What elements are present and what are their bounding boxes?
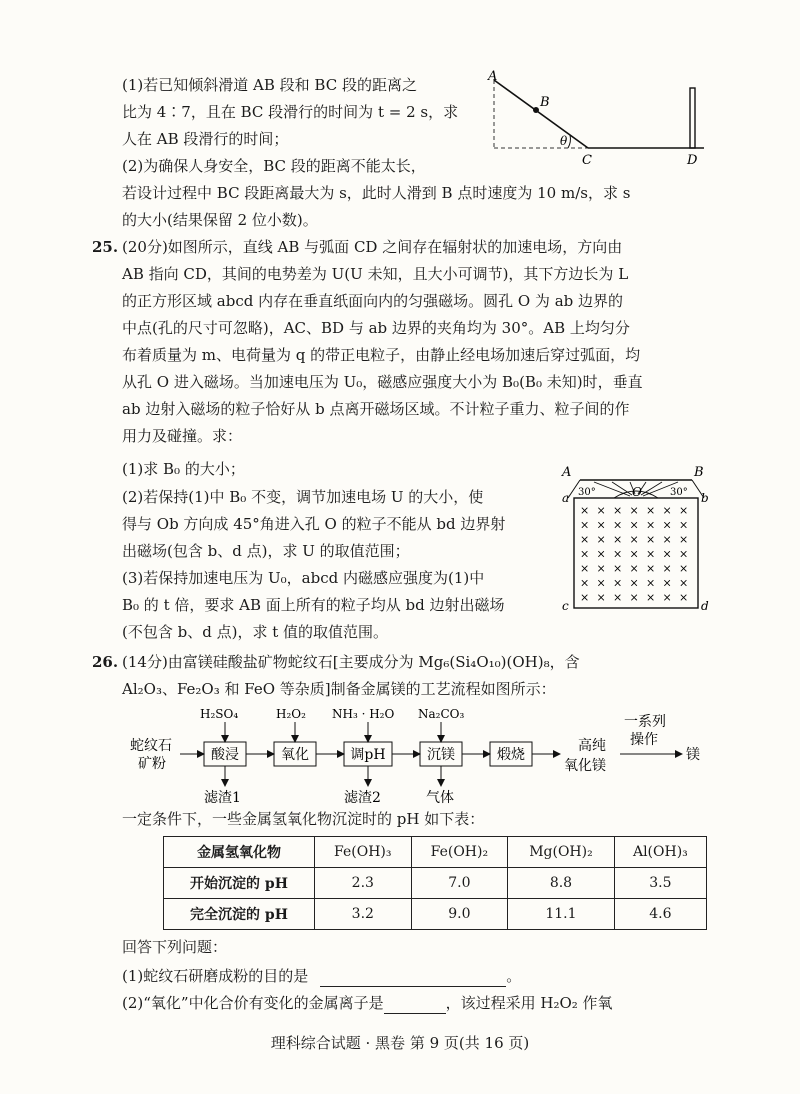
q26-line-1: (14分)由富镁硅酸盐矿物蛇纹石[主要成分为 Mg₆(Si₄O₁₀)(OH)₈，含: [122, 653, 580, 671]
table-cell: 8.8: [508, 868, 615, 899]
answer-blank-2[interactable]: [384, 991, 446, 1014]
q26-number: 26.: [92, 653, 119, 671]
table-cell: 3.5: [614, 868, 706, 899]
table-header-cell: Fe(OH)₃: [315, 837, 412, 868]
point-b: [533, 107, 539, 113]
flow-product-2: 氧化镁: [564, 758, 606, 774]
flow-reagent-4: Na₂CO₃: [418, 707, 465, 721]
flow-step-5-label: 煅烧: [497, 747, 525, 763]
label-c-corner: c: [562, 599, 569, 613]
field-cross-mark: ×: [646, 576, 656, 590]
label-d: D: [687, 153, 698, 168]
field-cross-mark: ×: [662, 562, 672, 575]
flow-reagent-3: NH₃ · H₂O: [332, 707, 395, 721]
label-A: A: [562, 466, 572, 480]
q24-line-6: 的大小(结果保留 2 位小数)。: [122, 211, 318, 229]
flow-start-2: 矿粉: [138, 756, 166, 772]
field-cross-mark: ×: [629, 547, 639, 561]
slope-line: [494, 80, 588, 148]
ph-table: [163, 836, 707, 930]
q25-line-2: AB 指向 CD，其间的电势差为 U(U 未知，且大小可调节)，其下方边长为 L: [122, 265, 629, 283]
flow-out-3: 滤渣2: [344, 790, 381, 806]
q25-part-2-line-2: 得与 Ob 方向成 45°角进入孔 O 的粒子不能从 bd 边界射: [122, 515, 506, 533]
label-angle-left: 30°: [578, 487, 596, 498]
q25-number: 25.: [92, 238, 119, 256]
table-header-cell: 金属氢氧化物: [164, 837, 315, 868]
field-cross-mark: ×: [679, 562, 689, 575]
field-cross-mark: ×: [646, 562, 656, 575]
label-angle-right: 30°: [670, 487, 688, 498]
flow-step-1-label: 酸浸: [211, 747, 239, 763]
flow-reagent-2: H₂O₂: [276, 707, 306, 721]
field-cross-mark: ×: [596, 576, 606, 590]
field-cross-mark: ×: [646, 504, 656, 517]
q25-part-2-line-1: (2)若保持(1)中 B₀ 不变，调节加速电场 U 的大小，使: [122, 488, 484, 506]
table-row-label: 开始沉淀的 pH: [164, 868, 315, 899]
field-cross-mark: ×: [596, 504, 606, 517]
table-header-cell: Al(OH)₃: [614, 837, 706, 868]
label-a-corner: a: [562, 491, 570, 505]
q26-part-1-end: 。: [506, 967, 522, 985]
field-cross-mark: ×: [596, 533, 606, 546]
table-row-label: 完全沉淀的 pH: [164, 899, 315, 930]
label-c: C: [582, 153, 592, 168]
field-cross-mark: ×: [613, 576, 623, 590]
process-flow-diagram: [116, 706, 706, 806]
field-cross-mark: ×: [646, 518, 656, 532]
label-B: B: [694, 466, 704, 480]
field-cross-mark: ×: [662, 576, 672, 590]
q25-line-5: 布着质量为 m、电荷量为 q 的带正电粒子，由静止经电场加速后穿过弧面，均: [122, 346, 641, 364]
q26-part-2-tail: ，该过程采用 H₂O₂ 作氧: [445, 994, 613, 1012]
flow-out-1: 滤渣1: [204, 790, 241, 806]
table-header-cell: Mg(OH)₂: [508, 837, 615, 868]
field-cross-mark: ×: [613, 562, 623, 575]
field-cross-mark: ×: [646, 591, 656, 604]
flow-start-1: 蛇纹石: [130, 738, 172, 754]
q25-line-3: 的正方形区域 abcd 内存在垂直纸面向内的匀强磁场。圆孔 O 为 ab 边界的: [122, 292, 624, 310]
field-cross-mark: ×: [629, 518, 639, 532]
field-cross-mark: ×: [596, 562, 606, 575]
field-cross-mark: ×: [613, 547, 623, 561]
table-header-row: [164, 837, 707, 868]
table-row: [164, 899, 707, 930]
table-cell: 4.6: [614, 899, 706, 930]
field-cross-mark: ×: [580, 547, 590, 561]
flow-step-2-label: 氧化: [281, 747, 309, 763]
field-cross-mark: ×: [629, 576, 639, 590]
q26-part-2: [122, 991, 613, 1014]
field-cross-mark: ×: [580, 576, 590, 590]
field-cross-mark: ×: [596, 547, 606, 561]
field-cross-mark: ×: [679, 576, 689, 590]
answer-intro: 回答下列问题：: [122, 938, 228, 956]
q25-line-7: ab 边射入磁场的粒子恰好从 b 点离开磁场区域。不计粒子重力、粒子间的作: [122, 400, 630, 418]
flow-product-1: 高纯: [578, 738, 606, 754]
field-cross-mark: ×: [629, 591, 639, 604]
slide-figure: [486, 68, 716, 168]
flow-out-4: 气体: [426, 790, 454, 806]
q25-line-4: 中点(孔的尺寸可忽略)，AC、BD 与 ab 边界的夹角均为 30°。AB 上均匀分: [122, 319, 630, 337]
field-cross-mark: ×: [646, 533, 656, 546]
label-b-corner: b: [701, 491, 709, 505]
q25-line-8: 用力及碰撞。求：: [122, 427, 243, 445]
q24-line-3: 人在 AB 段滑行的时间；: [122, 130, 289, 148]
table-header-cell: Fe(OH)₂: [411, 837, 508, 868]
field-cross-mark: ×: [662, 591, 672, 604]
q24-line-4: (2)为确保人身安全，BC 段的距离不能太长，: [122, 157, 426, 175]
field-cross-mark: ×: [613, 533, 623, 546]
table-cell: 9.0: [411, 899, 508, 930]
flow-op-2: 操作: [630, 732, 658, 748]
label-b: B: [540, 95, 550, 110]
q25-part-3-line-3: (不包含 b、d 点)，求 t 值的取值范围。: [122, 623, 389, 641]
label-a: A: [488, 69, 498, 84]
q25-part-1: (1)求 B₀ 的大小；: [122, 460, 245, 478]
field-cross-mark: ×: [629, 533, 639, 546]
field-cross-mark: ×: [679, 591, 689, 604]
field-cross-mark: ×: [662, 504, 672, 517]
field-cross-mark: ×: [596, 591, 606, 604]
field-cross-mark: ×: [613, 504, 623, 517]
table-cell: 11.1: [508, 899, 615, 930]
field-cross-mark: ×: [646, 547, 656, 561]
table-intro: 一定条件下，一些金属氢氧化物沉淀时的 pH 如下表：: [122, 810, 485, 828]
field-cross-mark: ×: [679, 504, 689, 517]
q24-line-1: (1)若已知倾斜滑道 AB 段和 BC 段的距离之: [122, 76, 417, 94]
field-cross-mark: ×: [679, 547, 689, 561]
field-cross-mark: ×: [613, 591, 623, 604]
flow-step-3-label: 调pH: [350, 747, 386, 763]
field-cross-mark: ×: [662, 547, 672, 561]
label-d-corner: d: [701, 599, 709, 613]
q24-line-5: 若设计过程中 BC 段距离最大为 s，此时人滑到 B 点时速度为 10 m/s，求 s: [122, 184, 631, 202]
field-cross-mark: ×: [580, 518, 590, 532]
table-cell: 2.3: [315, 868, 412, 899]
field-cross-mark: ×: [662, 518, 672, 532]
flow-step-4-label: 沉镁: [427, 747, 455, 763]
field-cross-mark: ×: [580, 504, 590, 517]
answer-blank-1[interactable]: [320, 964, 506, 987]
flow-reagent-1: H₂SO₄: [200, 707, 239, 721]
field-cross-mark: ×: [580, 591, 590, 604]
q24-line-2: 比为 4∶7，且在 BC 段滑行的时间为 t = 2 s，求: [122, 103, 459, 121]
field-cross-mark: ×: [629, 562, 639, 575]
q25-part-3-line-2: B₀ 的 t 倍，要求 AB 面上所有的粒子均从 bd 边射出磁场: [122, 596, 505, 614]
q25-line-6: 从孔 O 进入磁场。当加速电压为 U₀，磁感应强度大小为 B₀(B₀ 未知)时，垂直: [122, 373, 643, 391]
field-crosses: [580, 504, 688, 604]
field-cross-mark: ×: [679, 518, 689, 532]
q25-part-3-line-1: (3)若保持加速电压为 U₀，abcd 内磁感应强度为(1)中: [122, 569, 485, 587]
label-theta: θ: [560, 134, 568, 148]
q26-part-2-text: (2)“氧化”中化合价有变化的金属离子是: [122, 994, 384, 1012]
q25-part-2-line-3: 出磁场(包含 b、d 点)，求 U 的取值范围；: [122, 542, 410, 560]
flow-final: 镁: [686, 747, 700, 763]
q25-line-1: (20分)如图所示，直线 AB 与弧面 CD 之间存在辐射状的加速电场，方向由: [122, 238, 623, 256]
q26-part-1: [122, 964, 521, 987]
table-cell: 3.2: [315, 899, 412, 930]
wall: [690, 88, 695, 148]
field-cross-mark: ×: [662, 533, 672, 546]
label-hole-o: O: [632, 485, 642, 499]
q26-part-1-text: (1)蛇纹石研磨成粉的目的是: [122, 967, 309, 985]
field-cross-mark: ×: [679, 533, 689, 546]
field-cross-mark: ×: [580, 562, 590, 575]
field-cross-mark: ×: [613, 518, 623, 532]
flow-op-1: 一系列: [624, 714, 666, 730]
field-cross-mark: ×: [596, 518, 606, 532]
q26-line-2: Al₂O₃、Fe₂O₃ 和 FeO 等杂质]制备金属镁的工艺流程如图所示：: [122, 680, 556, 698]
table-cell: 7.0: [411, 868, 508, 899]
field-cross-mark: ×: [629, 504, 639, 517]
field-cross-mark: ×: [580, 533, 590, 546]
table-row: [164, 868, 707, 899]
page-footer: 理科综合试题 · 黑卷 第 9 页(共 16 页): [270, 1034, 530, 1052]
magnetic-field-figure: [560, 466, 710, 616]
